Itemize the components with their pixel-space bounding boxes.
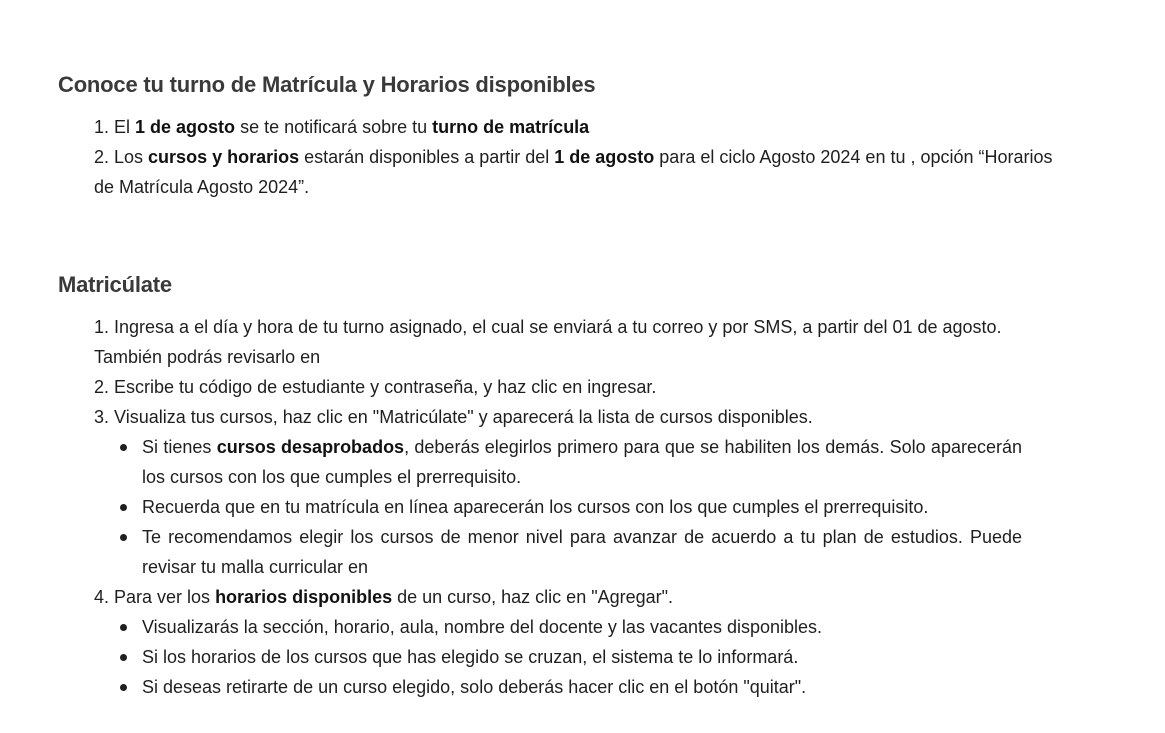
bullet-list <box>94 432 1070 582</box>
bullet-item <box>120 642 1070 672</box>
bullet-item <box>120 432 1070 492</box>
bullet-dot-icon <box>120 624 127 631</box>
article-content <box>58 0 1070 702</box>
bullet-item <box>120 672 1070 702</box>
step-text: para el ciclo Agosto 2024 en tu , opción “Horarios de Matrícula Agosto 2024”. <box>94 147 1053 197</box>
step-bold-text: turno de matrícula <box>432 117 590 137</box>
step-number: 4. <box>94 587 110 607</box>
step-number: 3. <box>94 407 110 427</box>
bullet-item <box>120 612 1070 642</box>
step-number: 2. <box>94 377 110 397</box>
step-bold-text: 1 de agosto <box>135 117 236 137</box>
step-text: Visualiza tus cursos, haz clic en "Matricúlate" y aparecerá la lista de cursos disponibles. <box>109 407 813 427</box>
matricula-steps-list <box>58 312 1070 702</box>
bullet-dot-icon <box>120 504 127 511</box>
section-title-turno: Conoce tu turno de Matrícula y Horarios disponibles <box>58 72 596 97</box>
step-text: estarán disponibles a partir del <box>299 147 555 167</box>
step-bold-text: 1 de agosto <box>554 147 655 167</box>
bullet-dot-icon <box>120 444 127 451</box>
turno-steps-list <box>58 112 1070 202</box>
step-text: se te notificará sobre tu <box>235 117 433 137</box>
bullet-list <box>94 612 1070 702</box>
section-title-matriculate: Matricúlate <box>58 272 172 297</box>
bullet-text: Visualizarás la sección, horario, aula, nombre del docente y las vacantes disponibles. <box>142 617 823 637</box>
step-bold-text: horarios disponibles <box>215 587 393 607</box>
step-number: 2. <box>94 147 110 167</box>
step-text: Los <box>109 147 149 167</box>
bullet-text: Si tienes <box>142 437 217 457</box>
list-item <box>94 112 1070 142</box>
step-text: de un curso, haz clic en "Agregar". <box>392 587 674 607</box>
bullet-text: Te recomendamos elegir los cursos de menor nivel para avanzar de acuerdo a tu plan de estudios. Puede revisar tu malla curricular en <box>142 527 1022 577</box>
bullet-dot-icon <box>120 534 127 541</box>
step-number: 1. <box>94 117 110 137</box>
step-bold-text: cursos y horarios <box>148 147 300 167</box>
list-item <box>94 312 1070 372</box>
step-text: Ingresa a el día y hora de tu turno asignado, el cual se enviará a tu correo y por SMS, a partir del 01 de agosto. También podrás revisarlo en <box>94 317 1002 367</box>
bullet-dot-icon <box>120 654 127 661</box>
list-item <box>94 142 1070 202</box>
bullet-item <box>120 492 1070 522</box>
list-item <box>94 402 1070 582</box>
step-text: El <box>109 117 136 137</box>
bullet-text: , deberás elegirlos primero para que se habiliten los demás. Solo aparecerán los cursos con los que cumples el prerrequisito. <box>142 437 1022 487</box>
step-number: 1. <box>94 317 110 337</box>
bullet-text: Si los horarios de los cursos que has elegido se cruzan, el sistema te lo informará. <box>142 647 799 667</box>
bullet-bold-text: cursos desaprobados <box>216 437 405 457</box>
bullet-text: Si deseas retirarte de un curso elegido, solo deberás hacer clic en el botón "quitar". <box>142 677 807 697</box>
bullet-item <box>120 522 1070 582</box>
bullet-dot-icon <box>120 684 127 691</box>
list-item <box>94 372 1070 402</box>
list-item <box>94 582 1070 702</box>
bullet-text: Recuerda que en tu matrícula en línea aparecerán los cursos con los que cumples el prerrequisito. <box>142 497 929 517</box>
step-text: Escribe tu código de estudiante y contraseña, y haz clic en ingresar. <box>109 377 657 397</box>
step-text: Para ver los <box>109 587 216 607</box>
